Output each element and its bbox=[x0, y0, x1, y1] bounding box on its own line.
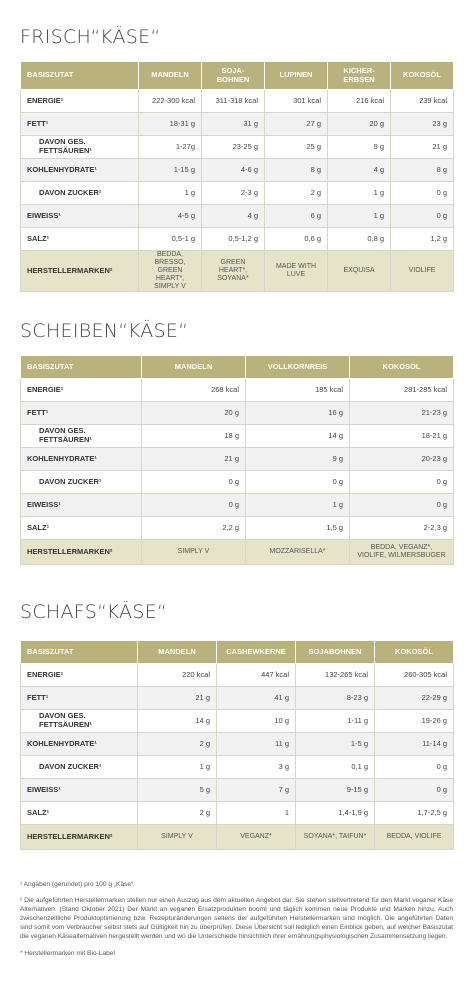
brand-cell: SIMPLY V bbox=[138, 825, 217, 850]
table-cell: 4 g bbox=[202, 205, 265, 228]
table-cell: 14 g bbox=[138, 710, 217, 733]
brand-cell: SOYANA*, TAIFUN* bbox=[296, 825, 375, 850]
table-cell: 1,7-2,5 g bbox=[375, 802, 454, 825]
row-label: FETT¹ bbox=[21, 687, 138, 710]
table-cell: 2,2 g bbox=[142, 517, 246, 540]
table-cell: 11 g bbox=[217, 733, 296, 756]
table-cell: 20 g bbox=[328, 113, 391, 136]
row-label: HERSTELLERMARKEN² bbox=[21, 540, 142, 565]
table-cell: 10 g bbox=[217, 710, 296, 733]
table-row bbox=[21, 494, 454, 517]
section-title-schafskaese: SCHAFS“KÄSE“ bbox=[20, 601, 168, 623]
brand-cell: EXQUISA bbox=[328, 251, 391, 292]
column-header: KICHER- ERBSEN bbox=[328, 62, 391, 90]
section-title-frischkaese: FRISCH“KÄSE“ bbox=[20, 26, 161, 48]
table-row bbox=[21, 113, 454, 136]
table-cell: 14 g bbox=[246, 425, 350, 448]
table-cell: 447 kcal bbox=[217, 664, 296, 687]
table-cell: 18-31 g bbox=[139, 113, 202, 136]
table-cell: 0 g bbox=[375, 779, 454, 802]
table-cell: 1 bbox=[217, 802, 296, 825]
brand-cell: SIMPLY V bbox=[142, 540, 246, 565]
table-cell: 21 g bbox=[138, 687, 217, 710]
table-cell: 0,1 g bbox=[296, 756, 375, 779]
table-cell: 6 g bbox=[265, 205, 328, 228]
table-cell: 9 g bbox=[246, 448, 350, 471]
footnote-2: ² Die aufgeführten Herstellermarken stellen nur einen Auszug aus dem aktuellen Angebot dar. Sie stehen stellvertretend für den Markt veganer Käse Alternativen. (Stand Oktober 2021) Der Markt an veganen Ersatzprodukten boomt und täglich kommen neue Produkte und Marken hinzu. Auch zwischenzeitliche Produktoptimierung bzw. Rezepturänderungen seitens der aufgeführten Herstellermarken sind möglich. Die angeführten Daten sind somit vom Verbraucher selbst stets auf Gültigkeit hin zu überprüfen. Diese Übersicht soll lediglich einen Einblick geben, auf welcher Basiszutat die veganen Käsealternativen hergestellt werden und wo die Unterschiede hinsichtlich ihrer ernährungsphysiologischen Zusammensetzung liegen. bbox=[20, 897, 453, 941]
table-cell: 1-5 g bbox=[296, 733, 375, 756]
table-cell: 16 g bbox=[246, 402, 350, 425]
table-cell: 0,5-1 g bbox=[139, 228, 202, 251]
table-cell: 185 kcal bbox=[246, 379, 350, 402]
row-label: KOHLENHYDRATE¹ bbox=[21, 733, 138, 756]
table-cell: 1 g bbox=[246, 494, 350, 517]
table-row bbox=[21, 779, 454, 802]
brand-cell: VIOLIFE bbox=[391, 251, 454, 292]
column-header: LUPINEN bbox=[265, 62, 328, 90]
table-row-brands bbox=[21, 540, 454, 565]
table-cell: 1,4-1,9 g bbox=[296, 802, 375, 825]
table-row bbox=[21, 733, 454, 756]
table-cell: 8-23 g bbox=[296, 687, 375, 710]
row-label: DAVON GES. FETTSÄUREN¹ bbox=[21, 710, 138, 733]
column-header: BASISZUTAT bbox=[21, 62, 139, 90]
table-cell: 21 g bbox=[142, 448, 246, 471]
table-cell: 19-26 g bbox=[375, 710, 454, 733]
table-cell: 27 g bbox=[265, 113, 328, 136]
column-header: SOJABOHNEN bbox=[296, 641, 375, 664]
table-cell: 1 g bbox=[328, 205, 391, 228]
table-cell: 2-3 g bbox=[202, 182, 265, 205]
table-cell: 4-6 g bbox=[202, 159, 265, 182]
table-cell: 0 g bbox=[142, 494, 246, 517]
row-label: DAVON GES. FETTSÄUREN¹ bbox=[21, 425, 142, 448]
table-cell: 216 kcal bbox=[328, 90, 391, 113]
table-cell: 18 g bbox=[142, 425, 246, 448]
table-cell: 41 g bbox=[217, 687, 296, 710]
table-cell: 4 g bbox=[328, 159, 391, 182]
row-label: FETT¹ bbox=[21, 113, 139, 136]
table-cell: 23 g bbox=[391, 113, 454, 136]
column-header: BASISZUTAT bbox=[21, 641, 138, 664]
table-row bbox=[21, 802, 454, 825]
table-cell: 1 g bbox=[328, 182, 391, 205]
table-cell: 31 g bbox=[202, 113, 265, 136]
table-cell: 0 g bbox=[246, 471, 350, 494]
row-label: ENERGIE¹ bbox=[21, 90, 139, 113]
footnote-3: * Herstellermarken mit Bio-Label bbox=[20, 949, 115, 957]
row-label: HERSTELLERMARKEN² bbox=[21, 825, 138, 850]
row-label: ENERGIE¹ bbox=[21, 379, 142, 402]
table-cell: 222-300 kcal bbox=[139, 90, 202, 113]
table-cell: 0 g bbox=[391, 205, 454, 228]
table-row bbox=[21, 664, 454, 687]
row-label: SALZ¹ bbox=[21, 517, 142, 540]
table-cell: 21 g bbox=[391, 136, 454, 159]
table-row bbox=[21, 379, 454, 402]
row-label: FETT¹ bbox=[21, 402, 142, 425]
table-cell: 0 g bbox=[142, 471, 246, 494]
column-header: MANDELN bbox=[139, 62, 202, 90]
section-title-scheibenkaese: SCHEIBEN“KÄSE“ bbox=[20, 320, 189, 342]
row-label: DAVON ZUCKER¹ bbox=[21, 182, 139, 205]
column-header: SOJA- BOHNEN bbox=[202, 62, 265, 90]
table-cell: 5 g bbox=[138, 779, 217, 802]
table-cell: 1-11 g bbox=[296, 710, 375, 733]
row-label: DAVON GES. FETTSÄUREN¹ bbox=[21, 136, 139, 159]
table-cell: 0,5-1,2 g bbox=[202, 228, 265, 251]
column-header: MANDELN bbox=[138, 641, 217, 664]
table-cell: 2 g bbox=[138, 733, 217, 756]
table-row bbox=[21, 136, 454, 159]
row-label: HERSTELLERMARKEN² bbox=[21, 251, 139, 292]
table-cell: 23-25 g bbox=[202, 136, 265, 159]
brand-cell: BEDDA, VEGANZ*, VIOLIFE, WILMERSBUGER bbox=[350, 540, 454, 565]
table-cell: 1,5 g bbox=[246, 517, 350, 540]
footnotes bbox=[20, 880, 453, 965]
table-cell: 1 g bbox=[138, 756, 217, 779]
row-label: DAVON ZUCKER¹ bbox=[21, 471, 142, 494]
table-row bbox=[21, 756, 454, 779]
row-label: EIWEISS¹ bbox=[21, 494, 142, 517]
nutrition-table-schafskaese bbox=[20, 640, 454, 850]
row-label: ENERGIE¹ bbox=[21, 664, 138, 687]
nutrition-table-scheibenkaese bbox=[20, 355, 454, 565]
table-cell: 9 g bbox=[328, 136, 391, 159]
table-cell: 8 g bbox=[391, 159, 454, 182]
table-row bbox=[21, 425, 454, 448]
table-row bbox=[21, 402, 454, 425]
table-cell: 20-23 g bbox=[350, 448, 454, 471]
table-cell: 2 g bbox=[265, 182, 328, 205]
column-header: KOKOSÖL bbox=[391, 62, 454, 90]
table-row bbox=[21, 90, 454, 113]
table-cell: 260-305 kcal bbox=[375, 664, 454, 687]
row-label: EIWEISS¹ bbox=[21, 205, 139, 228]
table-cell: 9-15 g bbox=[296, 779, 375, 802]
table-cell: 268 kcal bbox=[142, 379, 246, 402]
brand-cell: BEDDA, BRESSO, GREEN HEART*, SIMPLY V bbox=[139, 251, 202, 292]
table-cell: 22-29 g bbox=[375, 687, 454, 710]
row-label: SALZ¹ bbox=[21, 228, 139, 251]
table-cell: 0 g bbox=[350, 471, 454, 494]
table-row-brands bbox=[21, 825, 454, 850]
table-cell: 132-265 kcal bbox=[296, 664, 375, 687]
column-header: BASISZUTAT bbox=[21, 356, 142, 379]
column-header: MANDELN bbox=[142, 356, 246, 379]
table-cell: 18-21 g bbox=[350, 425, 454, 448]
row-label: KOHLENHYDRATE¹ bbox=[21, 448, 142, 471]
table-row bbox=[21, 710, 454, 733]
table-row bbox=[21, 159, 454, 182]
table-row bbox=[21, 687, 454, 710]
table-cell: 0,6 g bbox=[265, 228, 328, 251]
table-cell: 0 g bbox=[350, 494, 454, 517]
column-header: CASHEWKERNE bbox=[217, 641, 296, 664]
table-cell: 2-2,3 g bbox=[350, 517, 454, 540]
table-row bbox=[21, 471, 454, 494]
table-cell: 301 kcal bbox=[265, 90, 328, 113]
table-cell: 0 g bbox=[375, 756, 454, 779]
table-row bbox=[21, 517, 454, 540]
row-label: SALZ¹ bbox=[21, 802, 138, 825]
table-cell: 281-285 kcal bbox=[350, 379, 454, 402]
table-row bbox=[21, 228, 454, 251]
row-label: DAVON ZUCKER¹ bbox=[21, 756, 138, 779]
table-row-brands bbox=[21, 251, 454, 292]
footnote-1: ¹ Angaben (gerundet) pro 100 g „Käse“ bbox=[20, 881, 134, 888]
table-cell: 3 g bbox=[217, 756, 296, 779]
table-cell: 25 g bbox=[265, 136, 328, 159]
row-label: KOHLENHYDRATE¹ bbox=[21, 159, 139, 182]
column-header: KOKOSÖL bbox=[350, 356, 454, 379]
table-cell: 7 g bbox=[217, 779, 296, 802]
table-row bbox=[21, 205, 454, 228]
table-cell: 0 g bbox=[391, 182, 454, 205]
column-header: KOKOSÖL bbox=[375, 641, 454, 664]
table-cell: 1-15 g bbox=[139, 159, 202, 182]
table-cell: 2 g bbox=[138, 802, 217, 825]
table-cell: 311-318 kcal bbox=[202, 90, 265, 113]
brand-cell: MOZZARISELLA* bbox=[246, 540, 350, 565]
table-cell: 1,2 g bbox=[391, 228, 454, 251]
table-cell: 0,8 g bbox=[328, 228, 391, 251]
brand-cell: VEGANZ* bbox=[217, 825, 296, 850]
brand-cell: MADE WITH LUVE bbox=[265, 251, 328, 292]
table-row bbox=[21, 448, 454, 471]
table-cell: 11-14 g bbox=[375, 733, 454, 756]
column-header: VOLLKORNREIS bbox=[246, 356, 350, 379]
row-label: EIWEISS¹ bbox=[21, 779, 138, 802]
brand-cell: GREEN HEART*, SOYANA* bbox=[202, 251, 265, 292]
table-cell: 239 kcal bbox=[391, 90, 454, 113]
table-cell: 220 kcal bbox=[138, 664, 217, 687]
table-cell: 8 g bbox=[265, 159, 328, 182]
table-cell: 4-5 g bbox=[139, 205, 202, 228]
table-cell: 1 g bbox=[139, 182, 202, 205]
table-row bbox=[21, 182, 454, 205]
table-cell: 20 g bbox=[142, 402, 246, 425]
nutrition-table-frischkaese bbox=[20, 61, 454, 292]
brand-cell: BEDDA, VIOLIFE bbox=[375, 825, 454, 850]
table-cell: 21-23 g bbox=[350, 402, 454, 425]
table-cell: 1-27g bbox=[139, 136, 202, 159]
